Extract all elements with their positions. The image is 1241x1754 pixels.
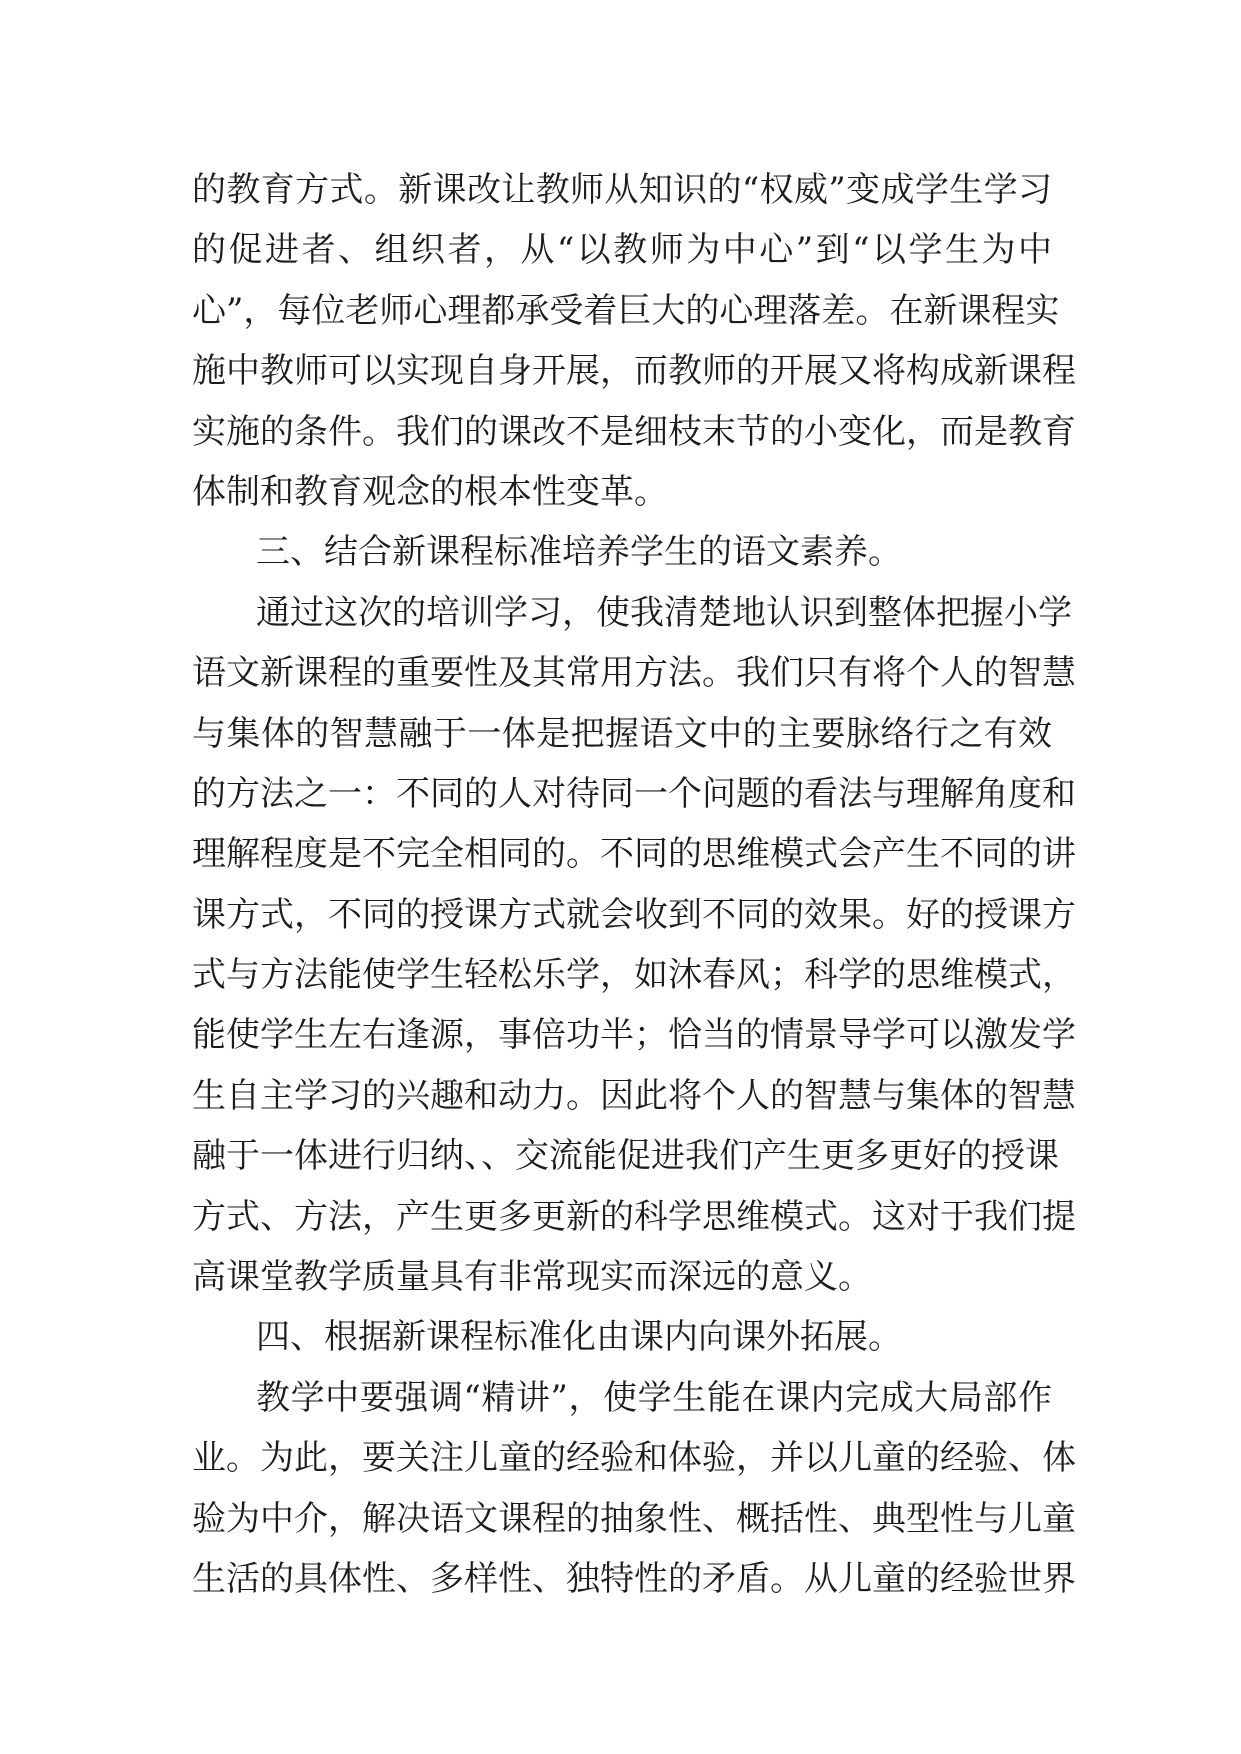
text-line: 课方式，不同的授课方式就会收到不同的效果。好的授课方	[192, 894, 1076, 935]
text-line: 式与方法能使学生轻松乐学，如沐春风；科学的思维模式，	[192, 955, 1076, 996]
paragraph-first-line: 教学中要强调“精讲”，使学生能在课内完成大局部作	[256, 1377, 1052, 1418]
text-line: 体制和教育观念的根本性变革。	[192, 471, 668, 512]
text-line: 方式、方法，产生更多更新的科学思维模式。这对于我们提	[192, 1196, 1076, 1237]
text-line: 的教育方式。新课改让教师从知识的“权威”变成学生学习	[192, 170, 1052, 210]
paragraph-first-line: 四、根据新课程标准化由课内向课外拓展。	[256, 1317, 902, 1358]
text-line: 生活的具体性、多样性、独特性的矛盾。从儿童的经验世界	[192, 1558, 1076, 1599]
document-body	[192, 160, 1076, 1609]
text-line: 生自主学习的兴趣和动力。因此将个人的智慧与集体的智慧	[192, 1075, 1076, 1116]
text-line: 的促进者、组织者，从“以教师为中心”到“以学生为中	[192, 230, 1052, 271]
paragraph-first-line: 三、结合新课程标准培养学生的语文素养。	[256, 532, 902, 573]
text-line: 实施的条件。我们的课改不是细枝末节的小变化，而是教育	[192, 411, 1076, 452]
text-line: 的方法之一：不同的人对待同一个问题的看法与理解角度和	[192, 773, 1076, 814]
text-line: 理解程度是不完全相同的。不同的思维模式会产生不同的讲	[192, 834, 1076, 875]
paragraph-first-line: 通过这次的培训学习，使我清楚地认识到整体把握小学	[256, 592, 1072, 633]
text-line: 融于一体进行归纳、、交流能促进我们产生更多更好的授课	[192, 1136, 1059, 1177]
text-line: 能使学生左右逢源，事倍功半；恰当的情景导学可以激发学	[192, 1015, 1076, 1056]
text-line: 心”，每位老师心理都承受着巨大的心理落差。在新课程实	[192, 290, 1060, 331]
text-line: 与集体的智慧融于一体是把握语文中的主要脉络行之有效	[192, 713, 1052, 754]
text-line: 语文新课程的重要性及其常用方法。我们只有将个人的智慧	[192, 653, 1076, 694]
text-line: 施中教师可以实现自身开展，而教师的开展又将构成新课程	[192, 351, 1076, 392]
text-line: 高课堂教学质量具有非常现实而深远的意义。	[192, 1257, 872, 1298]
text-line: 验为中介，解决语文课程的抽象性、概括性、典型性与儿童	[192, 1498, 1076, 1539]
text-line: 业。为此，要关注儿童的经验和体验，并以儿童的经验、体	[192, 1438, 1076, 1479]
